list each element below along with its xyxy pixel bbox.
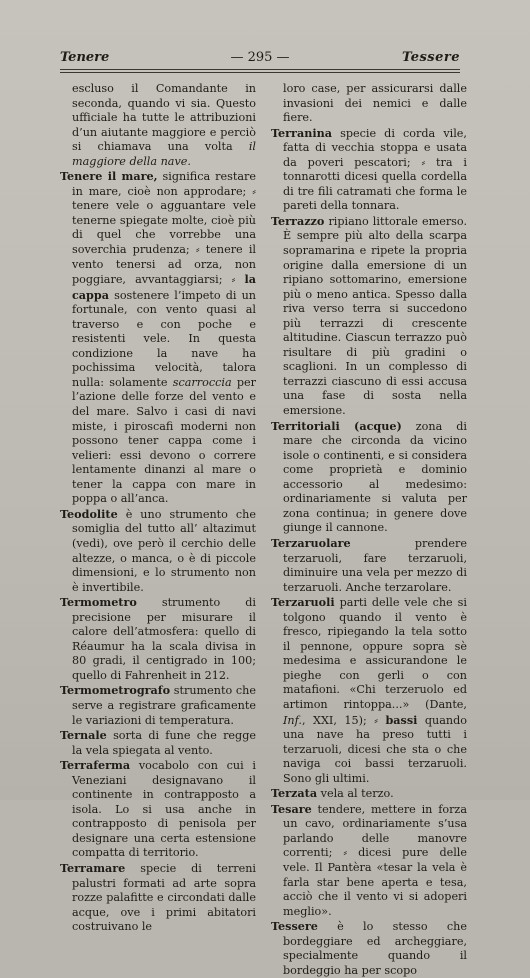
- entry-continuation: loro case, per assicurarsi dalle invasioni dei nemici e dalle fiere.: [283, 82, 467, 125]
- right-column: [271, 82, 467, 978]
- header-rule: [60, 69, 460, 70]
- header-first-word: Tenere: [60, 50, 110, 65]
- running-header: [60, 50, 460, 68]
- entry-terzaruoli: Terzaruoli parti delle vele che si tolgono quando il vento è fresco, ripiegando la tela sotto il pennone, oppure sopra sè medesima e assicurandone le pieghe con gerli o con matafioni. «Chi terzeruolo ed artimon rintoppa...» (Dante, Inf., XXI, 15); ⸗ bassi quando una nave ha preso tutti i terzaruoli, dicesi che sta o che naviga coi bassi terzaruoli. Sono gli ultimi.: [271, 595, 468, 785]
- entry-territoriali: Territoriali (acque) zona di mare che circonda da vicino isole o continenti, e si considera come proprietà e dominio accessorio al medesimo: ordinariamente si valuta per zona continua; in genere dove giunge il cannone.: [271, 418, 468, 535]
- page-number: — 295 —: [230, 50, 290, 65]
- entry-terramare: Terramare specie di terreni palustri formati ad arte sopra rozze palafitte e circondati dalle acque, ove i primi abitatori costruivano le: [60, 860, 256, 934]
- entry-teodolite: Teodolite è uno strumento che somiglia del tutto all’ altazimut (vedi), ove però il cerchio delle altezze, o manca, o è di piccole dimensioni, e lo strumento non è invertibile.: [60, 506, 256, 594]
- entry-termometrografo: Termometrografo strumento che serve a registrare graficamente le variazioni di temperatura.: [60, 683, 256, 727]
- entry-ternale: Ternale sorta di fune che regge la vela spiegata al vento.: [60, 728, 256, 757]
- entry-terranina: Terranina specie di corda vile, fatta di vecchia stoppa e usata da poveri pescatori; ⸗ tra i tonnarotti dicesi quella cordella di tre fili catramati che forma le pareti della tonnara.: [271, 125, 467, 213]
- entry-terraferma: Terraferma vocabolo con cui i Veneziani designavano il continente in contrapposto a isola. Lo si usa anche in contrapposto di penisola per designare una certa estensione compatta di territorio.: [60, 758, 256, 860]
- left-column: [60, 82, 256, 935]
- entry-tenere-il-mare: Tenere il mare, significa restare in mare, cioè non approdare; ⸗ tenere vele o agguantare vele tenerne spiegate molte, cioè più di quel che vorrebbe una soverchia prudenza; ⸗ tenere il vento tenersi ad orza, non poggiare, avvantaggiarsi; ⸗ la cappa sostenere l’impeto di un fortunale, con vento quasi al traverso e con poche e resistenti vele. In questa condizione la nave ha pochissima velocità, talora nulla: solamente scarroccia per l’azione delle forze del vento e del mare. Salvo i casi di navi miste, i piroscafi moderni non possono tener cappa come i velieri: essi devono o correre lentamente dinanzi al mare o tener la cappa con mare in poppa o all’anca.: [60, 169, 256, 506]
- entry-continuation: escluso il Comandante in seconda, quando vi sia. Questo ufficiale ha tutte le attribuzioni d’un aiutante maggiore e perciò si chiamava una volta il maggiore della nave.: [72, 82, 256, 168]
- entry-terzata: Terzata vela al terzo.: [271, 786, 394, 801]
- entry-terzaruolare: Terzaruolare prendere terzaruoli, fare terzaruoli, diminuire una vela per mezzo di terzaruoli. Anche terzarolare.: [271, 535, 467, 594]
- header-last-word: Tessere: [402, 50, 460, 65]
- header-rule-thin: [60, 72, 460, 73]
- entry-tesare: Tesare tendere, mettere in forza un cavo, ordinariamente s’usa parlando delle manovre correnti; ⸗ dicesi pure delle vele. Il Pantèra «tesar la vela è farla star bene aperta e tesa, acciò che il vento vi si adoperi meglio».: [271, 801, 467, 918]
- entry-tessere: Tessere è lo stesso che bordeggiare ed archeggiare, specialmente quando il bordeggio ha per scopo: [271, 919, 467, 977]
- entry-termometro: Termometro strumento di precisione per misurare il calore dell’atmosfera: quello di Réaumur ha la scala divisa in 80 gradi, il centigrado in 100; quello di Fahrenheit in 212.: [60, 595, 256, 682]
- entry-terrazzo: Terrazzo ripiano littorale emerso. È sempre più alto della scarpa sopramarina e ripete la propria origine dalla emersione di un ripiano sottomarino, emersione più o meno antica. Spesso dalla riva verso terra si succedono più terrazzi di crescente altitudine. Ciascun terrazzo può risultare di più gradini o scaglioni. In un complesso di terrazzi ciascuno di essi accusa una fase di sosta nella emersione.: [271, 213, 467, 418]
